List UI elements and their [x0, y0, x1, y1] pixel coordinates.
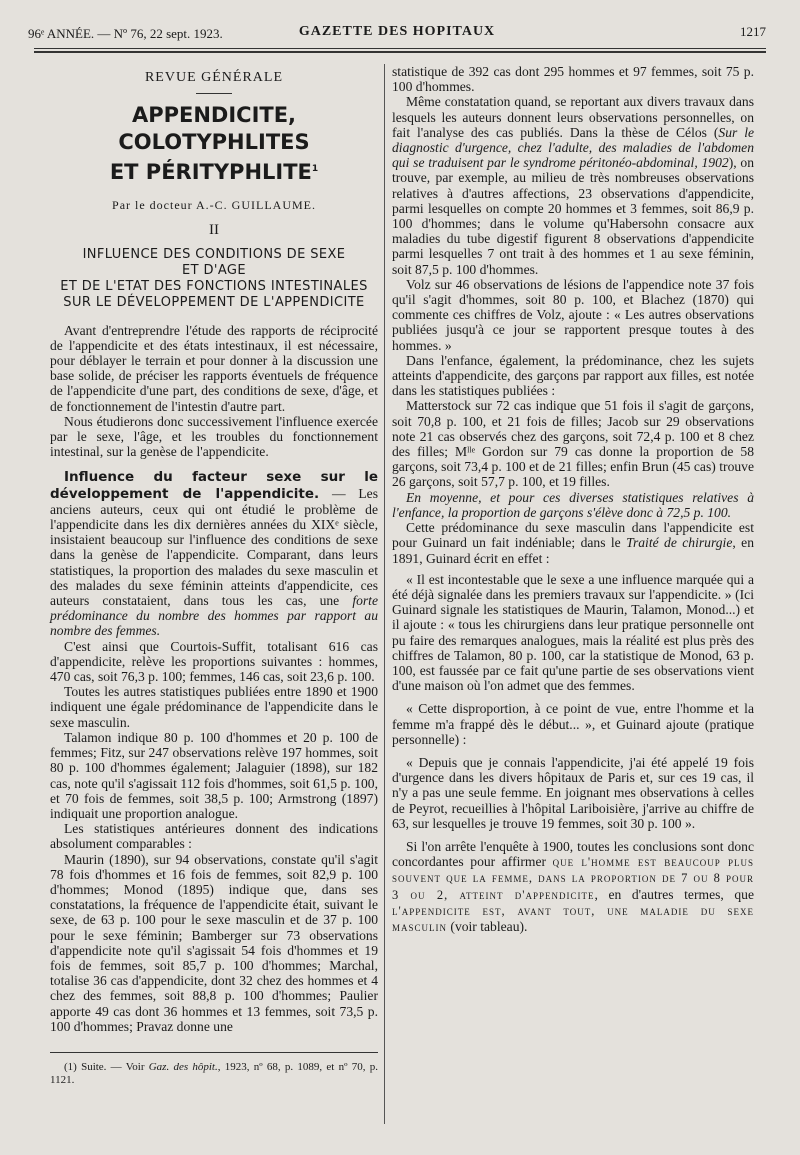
- column-divider: [384, 64, 385, 1124]
- paragraph-lead: Influence du facteur sexe sur le développement de l'appendicite.: [50, 469, 378, 502]
- left-column: [50, 64, 378, 1087]
- footnote: (1) Suite. — Voir Gaz. des hôpit., 1923, nº 68, p. 1089, et nº 70, p. 1121.: [50, 1052, 378, 1087]
- quote-paragraph: « Cette disproportion, à ce point de vue, entre l'homme et la femme m'a frappé dès le début... », et Guinard ajoute (pratique personnelle) :: [392, 701, 754, 747]
- paragraph: C'est ainsi que Courtois-Suffit, totalisant 616 cas d'appendicite, relève les proportions suivantes : hommes, 470 cas, soit 76,3 p. 100; femmes, 146 cas, soit 23,6 p. 100.: [50, 638, 378, 685]
- paragraph: Toutes les autres statistiques publiées entre 1890 et 1900 indiquent une égale prédominance de l'appendicite dans le sexe masculin.: [50, 684, 378, 730]
- quote-paragraph: « Depuis que je connais l'appendicite, j'ai été appelé 19 fois d'urgence dans les divers hôpitaux de Paris et, sur ces 19 cas, il n'y a pas une seule femme. En joignant mes observations à celles de Peyrot, recueillies à l'hôpital Lariboisière, j'arrive au chiffre de 63, sur lesquelles je trouve 19 femmes, soit 30 p. 100 ».: [392, 754, 754, 831]
- title-line-1: APPENDICITE, COLOTYPHLITES: [118, 103, 310, 155]
- chapter-heading: INFLUENCE DES CONDITIONS DE SEXE ET D'AGE ET DE L'ETAT DES FONCTIONS INTESTINALES SUR LE DÉVELOPPEMENT DE L'APPENDICITE: [60, 246, 368, 310]
- header-rule: [34, 48, 766, 49]
- issue-info: 96ᵉ ANNÉE. — Nº 76, 22 sept. 1923.: [28, 26, 223, 41]
- paragraph: Même constatation quand, se reportant aux divers travaux dans lesquels les auteurs donnent leurs observations personnelles, on fait l'analyse des cas publiés. Dans la thèse de Célos (Sur le diagnostic d'urgence, chez l'adulte, des maladies de l'abdomen qui se traduisent par le syndrome péritonéo-abdominal, 1902), on trouve, par exemple, au milieu de très nombreuses observations relatives à d'autres affections, 23 observations d'appendicite, parmi lesquelles on compte 20 hommes et 3 femmes, soit 86,9 p. 100 d'hommes; dans le volume qu'Habersohn consacre aux maladies du tube digestif figurent 8 observations d'appendicite parmi lesquelles 7 ont trait à des hommes et 1 au sexe féminin, soit 87,5 p. 100 d'hommes.: [392, 94, 755, 277]
- part-number: II: [209, 222, 219, 239]
- paragraph: statistique de 392 cas dont 295 hommes et 97 femmes, soit 75 p. 100 d'hommes.: [392, 64, 754, 95]
- paragraph: Dans l'enfance, également, la prédominance, chez les sujets atteints d'appendicite, des garçons par rapport aux filles, est notée dans les statistiques publiées :: [392, 352, 754, 399]
- running-header: [28, 18, 766, 48]
- paragraph: Avant d'entreprendre l'étude des rapports de réciprocité de l'appendicite et des états intestinaux, il est nécessaire, pour déblayer le terrain et pour donner à la discussion une base solide, de préciser les rapports éventuels de fréquence de l'appendicite d'une part, des conditions de sexe, d'âge, et de fonctionnement de l'intestin d'autre part.: [50, 322, 378, 414]
- conclusion-paragraph: Si l'on arrête l'enquête à 1900, toutes les conclusions sont donc concordantes pour affirmer que l'homme est beaucoup plus souvent que la femme, dans la proportion de 7 ou 8 pour 3 ou 2, atteint d'appendicite, en d'autres termes, que l'appendicite est, avant tout, une maladie du sexe masculin (voir tableau).: [392, 838, 754, 934]
- paragraph: Maurin (1890), sur 94 observations, constate qu'il s'agit 78 fois d'hommes et 16 fois de femmes, soit 82,9 p. 100 d'hommes; Monod (1895) indique que, dans ses constatations, la fréquence de l'appendicite était, suivant le sexe, de 63 p. 100 pour le sexe masculin et de 37 p. 100 pour le sexe féminin; Bamberger sur 73 observations d'appendicite note qu'il s'agissait 54 fois d'hommes et 19 fois de femmes, soit 85,7 p. 100 d'hommes; Marchal, totalise 36 cas d'appendicite, dont 32 chez des hommes et 4 chez des femmes, soit 88,8 p. 100 d'hommes; Paulier apporte 49 cas dont 36 hommes et 13 femmes, soit 73,5 p. 100 d'hommes; Pravaz donne une: [50, 851, 378, 1034]
- short-rule: [196, 93, 232, 94]
- article-title: [50, 102, 378, 186]
- paragraph: Cette prédominance du sexe masculin dans l'appendicite est pour Guinard un fait indéniable; dans le Traité de chirurgie, en 1891, Guinard écrit en effet :: [392, 520, 754, 566]
- page-number: 1217: [740, 24, 766, 39]
- paragraph: Les statistiques antérieures donnent des indications absolument comparables :: [50, 821, 378, 852]
- paragraph: Matterstock sur 72 cas indique que 51 fois il s'agit de garçons, soit 70,8 p. 100, et 21 fois de filles; Jacob sur 29 observations note 21 cas observés chez des garçons, soit 72,4 p. 100 et 8 chez des filles; Mˡˡᵉ Gordon sur 79 cas donne la proportion de 58 garçons, soit 73,4 p. 100 et de 21 filles; enfin Brun (45 cas) trouve 26 garçons, soit 57,7 p. 100, et 19 filles.: [392, 398, 754, 490]
- right-column: [392, 64, 754, 935]
- paragraph: Volz sur 46 observations de lésions de l'appendice note 37 fois qu'il s'agit d'hommes, soit 80 p. 100, et Blachez (1870) qui commente ces chiffres de Volz, ajoute : « Les autres observations publiées jusqu'à ce jour se rapportent presque toutes à des hommes. »: [392, 276, 754, 353]
- paragraph: Influence du facteur sexe sur le développement de l'appendicite. — Les anciens auteurs, ceux qui ont étudié le problème de l'appendicite dans les dix dernières années du XIXᵉ siècle, insistaient beaucoup sur l'influence des conditions de sexe dans la genèse de l'appendicite. Comparant, dans leurs statistiques, la proportion des malades du sexe masculin et des malades du sexe féminin atteints d'appendicite, ces auteurs constataient, dans tous les cas, une forte prédominance du nombre des hommes par rapport au nombre des femmes.: [50, 469, 378, 639]
- title-line-2: ET PÉRITYPHLITE$^1$: [109, 160, 319, 185]
- author-line: Par le docteur A.-C. GUILLAUME.: [112, 198, 316, 213]
- header-rule-thick: [34, 51, 766, 53]
- journal-title: GAZETTE DES HOPITAUX: [298, 24, 496, 39]
- section-heading: REVUE GÉNÉRALE: [144, 70, 284, 85]
- paragraph: Talamon indique 80 p. 100 d'hommes et 20 p. 100 de femmes; Fitz, sur 247 observations relève 197 hommes, soit 80 p. 100 d'hommes également; Jalaguier (1898), sur 182 cas, note qu'il s'agissait 112 fois d'hommes, soit 61,5 p. 100, et 70 fois de femmes, soit 38,5 p. 100; Armstrong (1897) indiquait une proportion analogue.: [50, 729, 378, 821]
- quote-paragraph: « Il est incontestable que le sexe a une influence marquée qui a été déjà signalée dans les premiers travaux sur l'appendicite. » (Ici Guinard signale les statistiques de Maurin, Talamon, Monod...) et il ajoute : « tous les chirurgiens dans leur pratique personnelle ont pu faire des remarques analogues, mais la réalité est plus près des chiffres de Talamon, 80 p. 100, car la statistique de Monod, 63 p. 100, est faussée par ce fait qu'une partie de ses observations vient d'une maison où l'on admet que des femmes.: [392, 571, 754, 694]
- paragraph: Nous étudierons donc successivement l'influence exercée par le sexe, l'âge, et les troubles du fonctionnement intestinal, sur la genèse de l'appendicite.: [50, 413, 378, 460]
- footnote-marker: 1: [311, 164, 319, 175]
- paragraph: En moyenne, et pour ces diverses statistiques relatives à l'enfance, la proportion de garçons s'élève donc à 72,5 p. 100.: [392, 489, 754, 520]
